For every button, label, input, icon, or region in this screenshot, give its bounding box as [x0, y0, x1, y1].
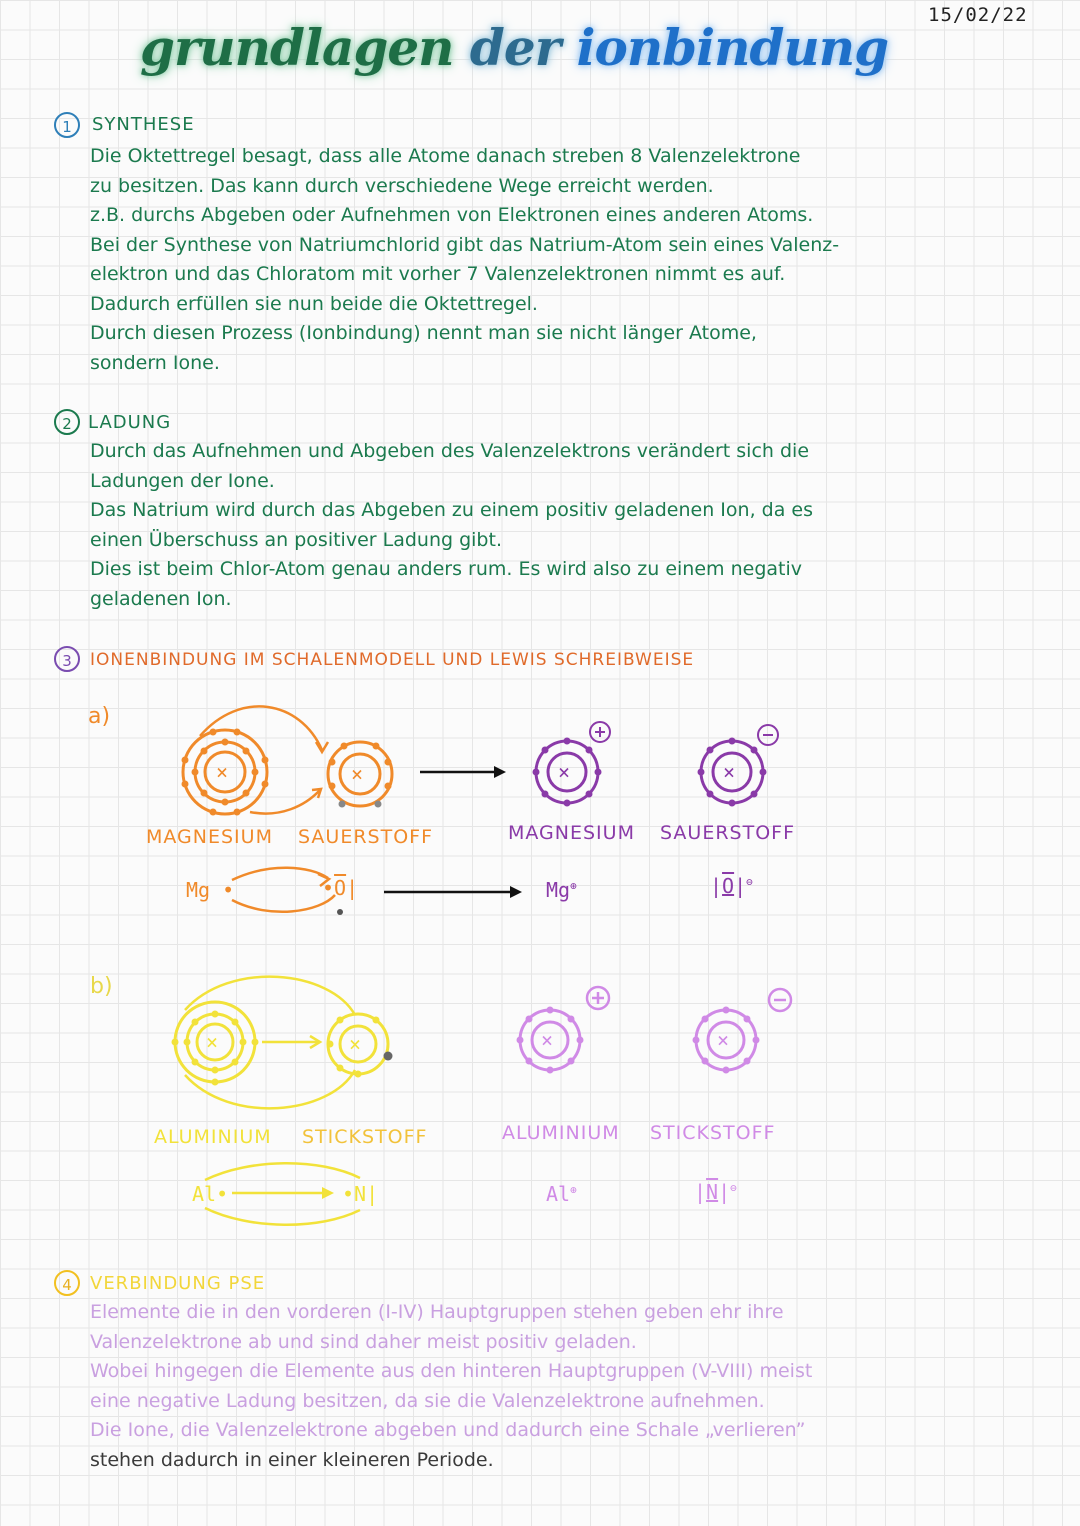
s2-line-3: Das Natrium wird durch das Abgeben zu einem positiv geladenen Ion, da es: [90, 499, 813, 521]
section-3-number: 3: [54, 646, 80, 672]
part-a-label: a): [88, 704, 111, 729]
label-stickstoff: STICKSTOFF: [302, 1126, 428, 1148]
section-1-number: 1: [54, 112, 80, 138]
lewis-n: •N|: [342, 1182, 379, 1206]
lewis-mg-ion: Mg⊕: [546, 878, 577, 902]
section-2-title: LADUNG: [88, 412, 172, 433]
s4-line-2: Valenzelektrone ab und sind daher meist positiv geladen.: [90, 1330, 637, 1353]
s2-line-2: Ladungen der Ione.: [90, 469, 275, 492]
s2-line-1: Durch das Aufnehmen und Abgeben des Valenzelektrons verändert sich die: [90, 440, 810, 462]
lewis-n-ion: |N|⊖: [694, 1180, 737, 1204]
s1-line-1: Die Oktettregel besagt, dass alle Atome danach streben 8 Valenzelektrone: [90, 145, 801, 167]
section-4-text: [90, 1298, 812, 1475]
s1-line-7: Durch diesen Prozess (Ionbindung) nennt man sie nicht länger Atome,: [90, 322, 757, 344]
section-2-number: 2: [54, 409, 80, 435]
lewis-o: $•\overline{O}|$: [322, 876, 359, 900]
label-sauerstoff: SAUERSTOFF: [298, 826, 434, 848]
nucleus-o: ×: [351, 762, 364, 786]
title-word-2: der: [469, 18, 561, 77]
nucleus-n: ×: [349, 1032, 362, 1056]
label-aluminium: ALUMINIUM: [154, 1126, 272, 1148]
title-word-1: grundlagen: [140, 18, 454, 77]
s4-line-4: eine negative Ladung besitzen, da sie die Valenzelektrone aufnehmen.: [90, 1389, 765, 1412]
s1-line-3: z.B. durchs Abgeben oder Aufnehmen von Elektronen eines anderen Atoms.: [90, 204, 814, 226]
nucleus-al: ×: [206, 1030, 219, 1054]
lewis-al: Al•: [192, 1182, 229, 1206]
s2-line-5: Dies ist beim Chlor-Atom genau anders rum. Es wird also zu einem negativ: [90, 558, 802, 580]
date: 15/02/22: [928, 4, 1028, 26]
nucleus-mg-ion: ×: [558, 760, 571, 784]
label-magnesium: MAGNESIUM: [146, 826, 273, 848]
s1-line-4: Bei der Synthese von Natriumchlorid gibt das Natrium-Atom sein eines Valenz-: [90, 233, 840, 256]
section-4-number: 4: [54, 1270, 80, 1296]
nucleus-o-ion: ×: [723, 760, 736, 784]
label-aluminium-ion: ALUMINIUM: [502, 1122, 620, 1144]
lewis-o-ion: |O|⊖: [710, 874, 753, 898]
lewis-al-ion: Al⊕: [546, 1182, 577, 1206]
label-magnesium-ion: MAGNESIUM: [508, 822, 635, 844]
section-4-title: VERBINDUNG PSE: [90, 1273, 266, 1294]
s1-line-5: elektron und das Chloratom mit vorher 7 Valenzelektronen nimmt es auf.: [90, 263, 786, 285]
nucleus-n-ion: ×: [717, 1028, 730, 1052]
part-b-label: b): [90, 974, 113, 999]
label-sauerstoff-ion: SAUERSTOFF: [660, 822, 796, 844]
title-word-3: ionbindung: [576, 18, 889, 77]
nucleus-al-ion: ×: [541, 1028, 554, 1052]
s1-line-6: Dadurch erfüllen sie nun beide die Oktettregel.: [90, 292, 538, 315]
transferred-electron: [339, 801, 346, 808]
s4-line-6: stehen dadurch in einer kleineren Periode.: [90, 1448, 494, 1471]
label-stickstoff-ion: STICKSTOFF: [650, 1122, 776, 1144]
s2-line-4: einen Überschuss an positiver Ladung gibt.: [90, 528, 502, 551]
s4-line-3: Wobei hingegen die Elemente aus den hinteren Hauptgruppen (V-VIII) meist: [90, 1360, 813, 1382]
lewis-mg: Mg •: [186, 878, 235, 902]
s1-line-2: zu besitzen. Das kann durch verschiedene Wege erreicht werden.: [90, 174, 714, 197]
s4-line-1: Elemente die in den vorderen (I-IV) Hauptgruppen stehen geben ehr ihre: [90, 1301, 784, 1323]
section-1-title: SYNTHESE: [92, 114, 195, 135]
s4-line-5: Die Ione, die Valenzelektrone abgeben und dadurch eine Schale „verlieren”: [90, 1419, 806, 1441]
section-3-title: IONENBINDUNG IM SCHALENMODELL UND LEWIS SCHREIBWEISE: [90, 650, 695, 670]
nucleus-mg: ×: [216, 760, 229, 784]
s2-line-6: geladenen Ion.: [90, 587, 232, 610]
s1-line-8: sondern Ione.: [90, 351, 220, 374]
